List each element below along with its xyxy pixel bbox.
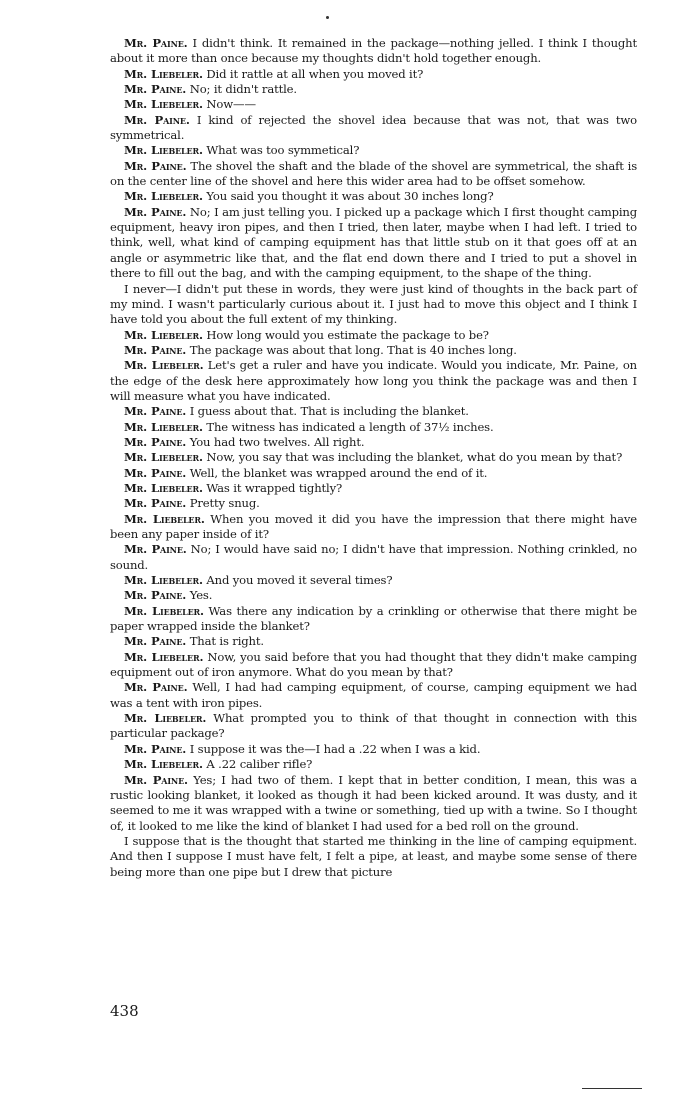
paragraph-text: No; it didn't rattle. [186,82,297,97]
speaker-label: Mr. Paine. [124,465,187,480]
testimony-paragraph [110,757,637,772]
speaker-label: Mr. Liebeler. [124,450,203,465]
paragraph-text: Pretty snug. [186,496,260,511]
speaker-label: Mr. Paine. [124,496,187,511]
paragraph-text: The witness has indicated a length of 37½ inches. [202,419,494,434]
testimony-paragraph [110,67,637,82]
speaker-label: Mr. Paine. [124,36,188,50]
paragraph-text: No; I am just telling you. I picked up a package which I first thought camping equipment, heavy iron pipes, and then I tried, then later, maybe when I had left. I tried to think, well, what kind of camping equipment has that little stub on it that goes off at an angle or asymmetric like that, and the flat end down there and I tried to put a shovel in there to fill out the bag, and with the camping equipment, to the shape of the thing. [110,204,637,281]
speaker-label: Mr. Paine. [124,741,187,756]
speaker-label: Mr. Liebeler. [124,189,203,204]
testimony-paragraph [110,435,637,450]
paragraph-text: Yes. [186,588,213,603]
paragraph-text: How long would you estimate the package to be? [202,327,489,342]
footer-rule [582,1088,642,1089]
testimony-paragraph [110,420,637,435]
testimony-paragraph [110,205,637,282]
testimony-paragraph [110,481,637,496]
speaker-label: Mr. Liebeler. [124,143,203,158]
testimony-paragraph [110,604,637,635]
testimony-paragraph [110,496,637,511]
testimony-paragraph [110,742,637,757]
speaker-label: Mr. Paine. [124,158,187,173]
testimony-paragraph [110,143,637,158]
speaker-label: Mr. Liebeler. [124,603,204,618]
paragraph-text: Well, I had had camping equipment, of course, camping equipment we had was a tent with iron pipes. [110,680,637,710]
testimony-paragraph [110,680,637,711]
paragraph-text: I guess about that. That is including the blanket. [186,404,469,419]
paragraph-text: You had two twelves. All right. [186,434,365,449]
testimony-paragraph [110,358,637,404]
speaker-label: Mr. Paine. [124,588,187,603]
paragraph-text: The package was about that long. That is 40 inches long. [186,342,517,357]
testimony-paragraph [110,542,637,573]
testimony-paragraph [110,189,637,204]
paragraph-text: What prompted you to think of that thought in connection with this particular package? [110,711,637,741]
testimony-paragraph [110,113,637,144]
speaker-label: Mr. Liebeler. [124,358,204,373]
testimony-paragraph [110,404,637,419]
testimony-paragraph [110,343,637,358]
speaker-label: Mr. Paine. [124,542,187,557]
speaker-label: Mr. Paine. [124,634,187,649]
paragraph-text: Did it rattle at all when you moved it? [202,66,424,81]
paragraph-text: What was too symmetical? [202,143,360,158]
paragraph-text: Was it wrapped tightly? [202,480,343,495]
speaker-label: Mr. Liebeler. [124,419,203,434]
testimony-paragraph [110,36,637,67]
speaker-label: Mr. Liebeler. [124,97,203,112]
speaker-label: Mr. Paine. [124,342,187,357]
testimony-paragraph [110,573,637,588]
testimony-paragraph [110,650,637,681]
testimony-paragraph [110,634,637,649]
testimony-paragraph [110,282,637,328]
testimony-paragraph [110,512,637,543]
testimony-paragraph [110,466,637,481]
speaker-label: Mr. Liebeler. [124,573,203,588]
speaker-label: Mr. Paine. [124,404,187,419]
paragraph-text: No; I would have said no; I didn't have that impression. Nothing crinkled, no sound. [110,542,637,572]
speaker-label: Mr. Liebeler. [124,327,203,342]
speaker-label: Mr. Paine. [124,772,188,787]
paragraph-text: The shovel the shaft and the blade of the shovel are symmetrical, the shaft is on the center line of the shovel and here this wider area had to be offset somehow. [110,158,638,189]
speaker-label: Mr. Paine. [124,434,187,449]
testimony-paragraph [110,834,637,880]
page-number: 438 [110,1002,139,1020]
testimony-paragraph [110,97,637,112]
paragraph-text: When you moved it did you have the impression that there might have been any paper inside of it? [110,511,637,541]
speaker-label: Mr. Liebeler. [124,66,203,81]
speaker-label: Mr. Liebeler. [124,480,203,495]
speaker-label: Mr. Liebeler. [124,711,207,726]
speaker-label: Mr. Paine. [124,82,187,97]
testimony-paragraph [110,588,637,603]
paragraph-text: I kind of rejected the shovel idea because that was not, that was two symmetrical. [110,112,638,143]
testimony-paragraph [110,450,637,465]
paragraph-text: And you moved it several times? [202,573,393,588]
paragraph-text: Now, you said before that you had thought that they didn't make camping equipment out of iron anymore. What do you mean by that? [110,649,637,680]
paragraph-text: Was there any indication by a crinkling or otherwise that there might be paper wrapped inside the blanket? [110,603,637,634]
paragraph-text: I suppose it was the—I had a .22 when I was a kid. [186,741,481,756]
paragraph-text: I never—I didn't put these in words, they were just kind of thoughts in the back part of my mind. I wasn't particularly curious about it. I just had to move this object and I think I have told you about the full extent of my thinking. [110,281,637,327]
paragraph-text: Now—— [202,97,256,112]
paragraph-text: Now, you say that was including the blanket, what do you mean by that? [202,450,623,465]
paragraph-text: I suppose that is the thought that started me thinking in the line of camping equipment. And then I suppose I must have felt, I felt a pipe, at least, and maybe some sense of there being more than one pipe but I drew that picture [110,833,637,879]
paragraph-text: Well, the blanket was wrapped around the end of it. [186,465,488,480]
speaker-label: Mr. Paine. [124,112,190,127]
paragraph-text: Let's get a ruler and have you indicate. Would you indicate, Mr. Paine, on the edge of the desk here approximately how long you think the package was and then I will measure what you have indicated. [110,358,637,403]
testimony-paragraph [110,773,637,834]
paragraph-text: A .22 caliber rifle? [202,757,313,772]
paragraph-text: You said you thought it was about 30 inches long? [202,189,494,204]
testimony-paragraph [110,328,637,343]
paragraph-text: I didn't think. It remained in the package—nothing jelled. I think I thought about it more than once because my thoughts didn't hold together enough. [110,36,637,66]
speaker-label: Mr. Paine. [124,680,188,695]
testimony-paragraph [110,711,637,742]
testimony-body [110,36,637,880]
speaker-label: Mr. Liebeler. [124,511,205,526]
top-mark [326,16,329,19]
speaker-label: Mr. Liebeler. [124,649,204,664]
speaker-label: Mr. Liebeler. [124,757,203,772]
testimony-paragraph [110,82,637,97]
paragraph-text: Yes; I had two of them. I kept that in better condition, I mean, this was a rustic looking blanket, it looked as though it had been kicked around. It was dusty, and it seemed to me it was wrapped with a twine or something, tied up with a twine. So I thought of, it looked to me like the kind of blanket I had used for a bed roll on the ground. [110,772,638,833]
speaker-label: Mr. Paine. [124,204,187,219]
paragraph-text: That is right. [186,634,264,649]
testimony-paragraph [110,159,637,190]
